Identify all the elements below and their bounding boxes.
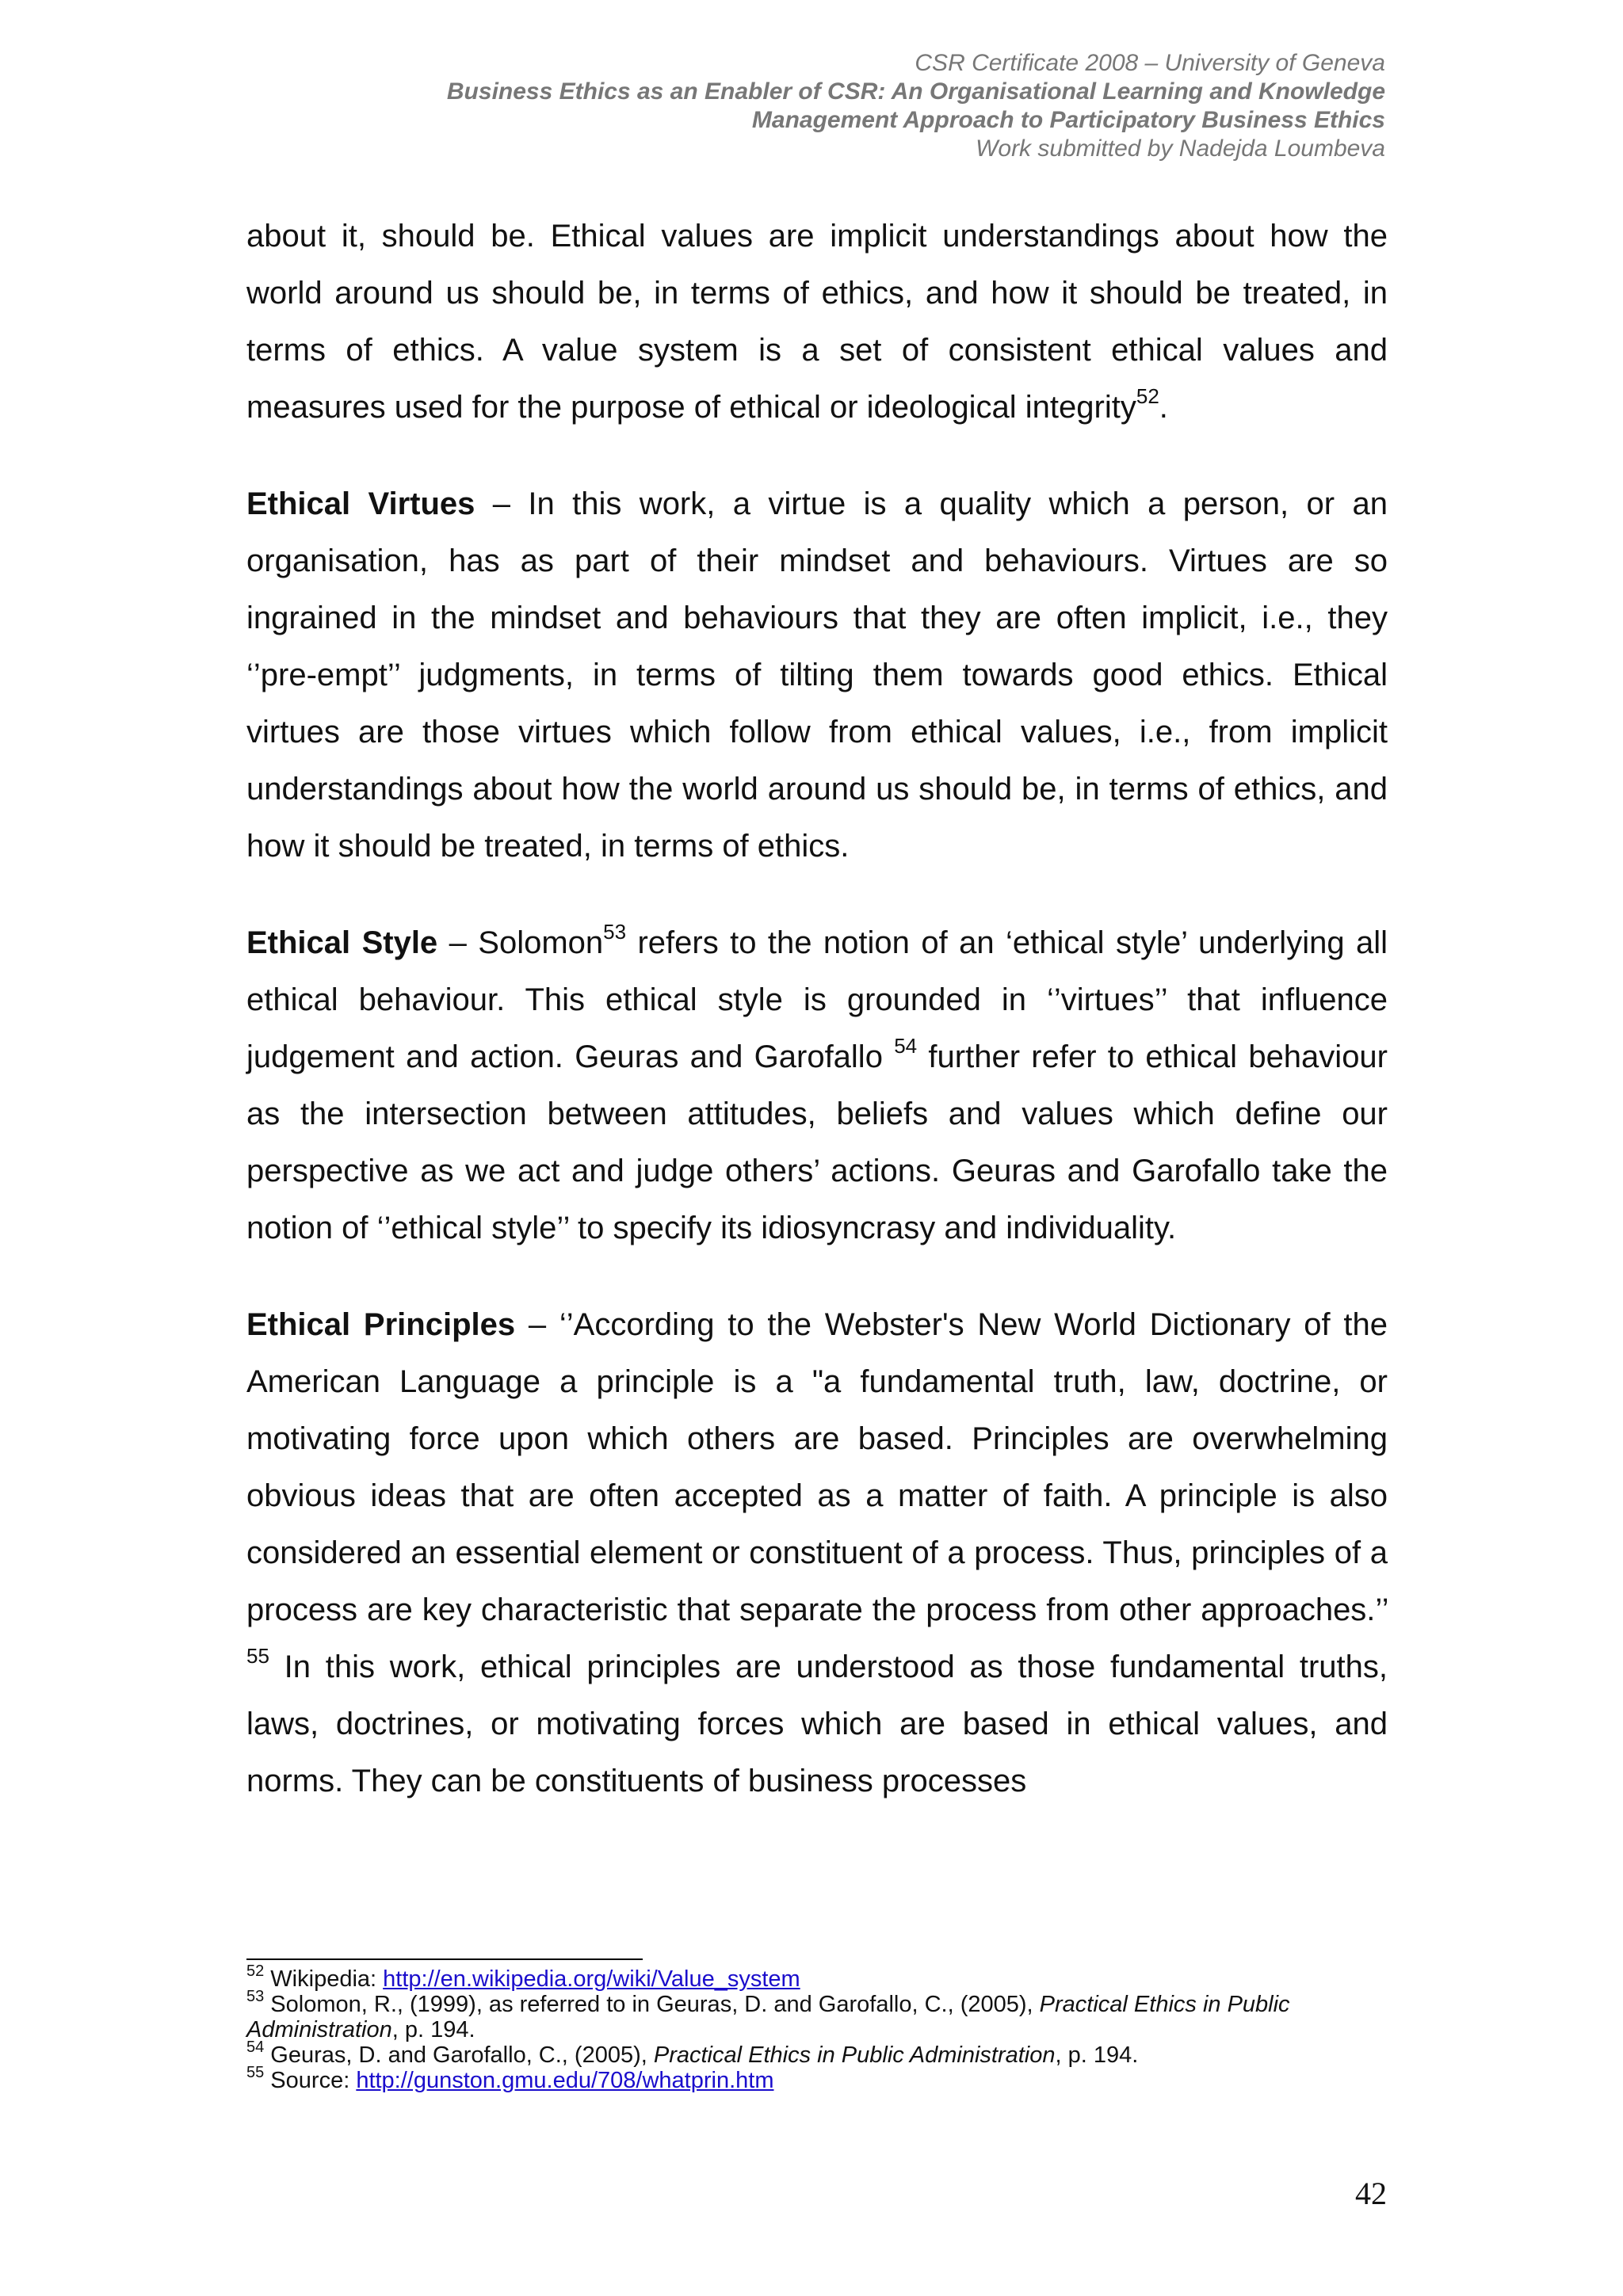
footnote-number: 54 <box>246 2039 265 2057</box>
footnote-link-gunston[interactable]: http://gunston.gmu.edu/708/whatprin.htm <box>356 2068 774 2093</box>
page-number: 42 <box>1355 2176 1387 2211</box>
footnote-text: , p. 194. <box>1055 2042 1139 2068</box>
paragraph-text: further refer to ethical behaviour as the intersection between attitudes, beliefs and values which define our perspective as we act and judge others’ actions. Geuras and Garofallo take the notion of ‘’ethical style’’ to specify its idiosyncrasy and individuality. <box>246 1039 1388 1245</box>
footnote-number: 55 <box>246 2064 265 2082</box>
header-author-line: Work submitted by Nadejda Loumbeva <box>976 135 1385 162</box>
footnote-ref-55[interactable]: 55 <box>246 1643 269 1668</box>
footnote-number: 53 <box>246 1988 265 2006</box>
footnote-55 <box>246 2064 1388 2093</box>
footnote-book-title: Practical Ethics in Public Administration <box>653 2042 1056 2068</box>
footnote-number: 52 <box>246 1962 265 1981</box>
paragraph-text: – ‘’According to the Webster's New World Dictionary of the American Language a principle is a "a fundamental truth, law, doctrine, or motivating force upon which others are based. Principles are overwhelming obvious ideas that are often accepted as a matter of faith. A principle is also considered an essential element or constituent of a process. Thus, principles of a process are key characteristic that separate the process from other approaches.’’ <box>246 1307 1388 1627</box>
paragraph-text: In this work, ethical principles are understood as those fundamental truths, laws, doctrines, or motivating forces which are based in ethical values, and norms. They can be constituents of business processes <box>246 1650 1388 1798</box>
footnote-54 <box>246 2039 1388 2068</box>
term-ethical-principles: Ethical Principles <box>246 1307 516 1342</box>
header-title-line-2: Management Approach to Participatory Business Ethics <box>751 107 1385 133</box>
footnote-book-title: Practical Ethics in Public Administration <box>246 1992 1290 2042</box>
running-header <box>276 49 1385 163</box>
paragraph-text: refers to the notion of an ‘ethical style’ underlying all ethical behaviour. This ethical style is grounded in ‘’virtues’’ that influence judgement and action. Geuras and Garofallo <box>246 925 1388 1074</box>
paragraph-text: – In this work, a virtue is a quality which a person, or an organisation, has as part of their mindset and behaviours. Virtues are so ingrained in the mindset and behaviours that they are often implicit, i.e., they ‘’pre-empt’’ judgments, in terms of tilting them towards good ethics. Ethical virtues are those virtues which follow from ethical values, i.e., from implicit understandings about how the world around us should be, in terms of ethics, and how it should be treated, in terms of ethics. <box>246 486 1388 864</box>
paragraph-text: . <box>1159 390 1168 425</box>
footnote-53 <box>246 1988 1388 2042</box>
paragraph-ethical-values <box>246 208 1388 436</box>
paragraph-text: about it, should be. Ethical values are implicit understandings about how the world around us should be, in terms of ethics, and how it should be treated, in terms of ethics. A value system is a set of consistent ethical values and measures used for the purpose of ethical or ideological integrity <box>246 219 1388 425</box>
footnote-ref-53[interactable]: 53 <box>603 919 627 944</box>
body-text <box>246 208 1388 1810</box>
footnote-ref-54[interactable]: 54 <box>894 1033 918 1058</box>
paragraph-ethical-virtues <box>246 475 1388 875</box>
term-ethical-style: Ethical Style <box>246 925 438 960</box>
footnote-text: Geuras, D. and Garofallo, C., (2005), <box>264 2042 654 2068</box>
footnote-text: Solomon, R., (1999), as referred to in Geuras, D. and Garofallo, C., (2005), <box>264 1992 1040 2017</box>
paragraph-ethical-principles <box>246 1296 1388 1810</box>
footnotes <box>246 1962 1388 2093</box>
paragraph-ethical-style <box>246 914 1388 1257</box>
footnote-text: , p. 194. <box>391 2017 475 2042</box>
term-ethical-virtues: Ethical Virtues <box>246 486 475 521</box>
footnote-ref-52[interactable]: 52 <box>1136 383 1159 408</box>
header-title-line-1: Business Ethics as an Enabler of CSR: An Organisational Learning and Knowledge <box>446 78 1385 105</box>
footnote-text: Wikipedia: <box>264 1966 384 1992</box>
footnote-separator <box>246 1958 643 1960</box>
header-certificate-line: CSR Certificate 2008 – University of Geneva <box>915 50 1385 76</box>
footnote-link-wikipedia[interactable]: http://en.wikipedia.org/wiki/Value_system <box>383 1966 800 1992</box>
footnote-text: Source: <box>264 2068 357 2093</box>
footnote-52 <box>246 1962 1388 1992</box>
paragraph-text: – Solomon <box>437 925 604 960</box>
